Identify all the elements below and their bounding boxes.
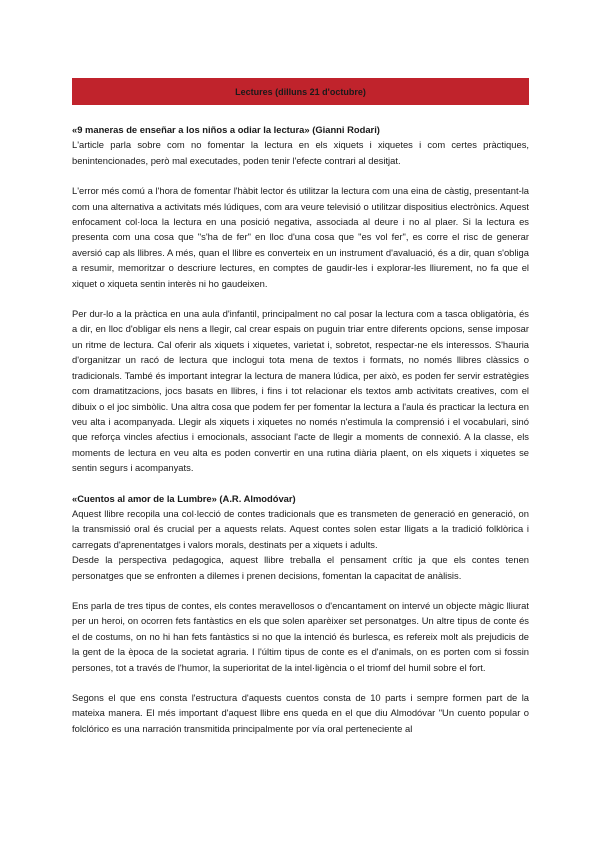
spacer (72, 476, 529, 491)
title-banner (72, 78, 529, 105)
section2-paragraph-3: Ens parla de tres tipus de contes, els contes meravellosos o d'encantament on intervé un objecte màgic lliurat per un heroi, on ocorren fets fantàstics en els que solen aparèixer set personatges. Un altre tipus de conte és el de costums, on no hi han fets fantàstics si no que la intenció és burlesca, es refereix molt als prejudicis de la gent de la època de la societat agraria. I l'últim tipus de conte es el d'animals, on es porten com si fossin persones, tot a través de l'humor, la superioritat de la intel·ligència o el triomf del humil sobre el fort. (72, 599, 529, 673)
spacer (72, 291, 529, 306)
section2-paragraph-4: Segons el que ens consta l'estructura d'aquests cuentos consta de 10 parts i sempre formen part de la mateixa manera. El més important d'aquest llibre ens queda en el que diu Almodóvar "Un cuento popular o folclórico es una narración transmitida principalmente por vía oral perteneciente al (72, 692, 529, 734)
banner-title: Lectures (dilluns 21 d'octubre) (235, 86, 366, 97)
section1-paragraph-1: L'article parla sobre com no fomentar la lectura en els xiquets i xiquetes i com certes pràctiques, benintencionades, però mal executades, poden tenir l'efecte contrari al desitjat. (72, 139, 529, 166)
section2-paragraph-2: Desde la perspectiva pedagogica, aquest llibre treballa el pensament crític ja que els contes tenen personatges que se enfronten a dilemes i prenen decisions, fomentan la capacitat de anàlisis. (72, 554, 529, 581)
spacer (72, 168, 529, 183)
spacer (72, 583, 529, 598)
section1-paragraph-3: Per dur-lo a la pràctica en una aula d'infantil, principalment no cal posar la lectura com a tasca obligatòria, és a dir, en lloc d'obligar els nens a llegir, cal crear espais on puguin triar entre diferents opcions, sense imposar un ritme de lectura. Cal oferir als xiquets i xiquetes, varietat i, sobretot, respectar-ne els interessos. S'hauria d'organitzar un racó de lectura que inclogui tota mena de textos i formats, no només llibres clàssics o tradicionals. També és important integrar la lectura de manera lúdica, per això, es poden fer servir estratègies com dramatitzacions, jocs basats en llibres, i fins i tot relacionar els textos amb activitats creatives, com el dibuix o el joc simbòlic. Una altra cosa que podem fer per fomentar la lectura a l'aula és practicar la lectura en veu alta i acompanyada. Llegir als xiquets i xiquetes no només n'estimula la comprensió i el vocabulari, sinó que reforça vincles afectius i emocionals, associant l'acte de llegir a moments de connexió. A la classe, els moments de lectura en veu alta es poden convertir en una rutina diària plaent, on els xiquets i xiquetes se sentin segurs i acompanyats. (72, 308, 529, 474)
section2-heading: «Cuentos al amor de la Lumbre» (A.R. Almodóvar) (72, 492, 296, 504)
section2-paragraph-1: Aquest llibre recopila una col·lecció de contes tradicionals que es transmeten de generació en generació, on la transmissió oral és crucial per a aquests relats. Aquest contes solen estar lligats a la tradició folklòrica i carregats d'aprenentatges i valors morals, destinats per a xiquets i adults. (72, 507, 529, 550)
section1-paragraph-2: L'error més comú a l'hora de fomentar l'hàbit lector és utilitzar la lectura com una eina de càstig, presentant-la com una alternativa a activitats més lúdiques, com ara veure televisió o utilitzar dispositius electrònics. Aquest enfocament col·loca la lectura en una posició negativa, associada al deure i no al plaer. Si la lectura es presenta com una cosa que "s'ha de fer" en lloc d'una cosa que "es vol fer", es corre el risc de generar aversió cap als llibres. A més, quan el llibre es converteix en un instrument d'avaluació, és a dir, quan s'obliga a resumir, memoritzar o descriure lectures, en comptes de gaudir-les i explorar-les lliurement, no fa que el xiquet o xiqueta sentin interès ni ho gaudeixen. (72, 185, 529, 289)
spacer (72, 675, 529, 690)
section1-heading: «9 maneras de enseñar a los niños a odiar la lectura» (Gianni Rodari) (72, 124, 380, 135)
document-page (72, 78, 529, 736)
